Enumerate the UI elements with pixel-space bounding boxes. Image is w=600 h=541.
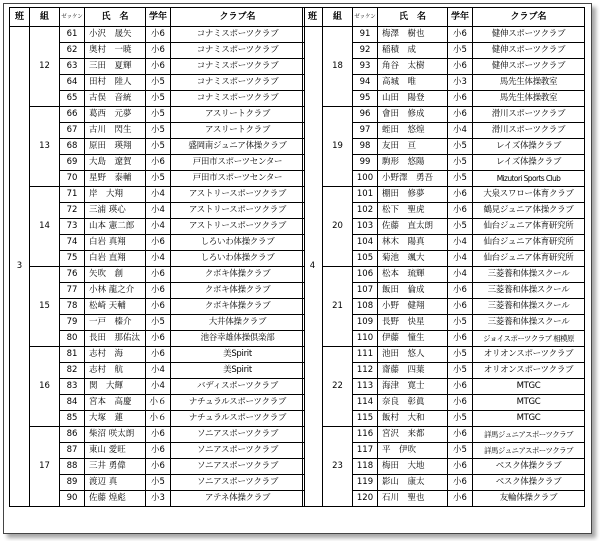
club-cell: コナミスポーツクラブ	[171, 91, 305, 107]
header-kumi: 組	[323, 8, 353, 27]
grade-cell: 小6	[146, 283, 171, 299]
name-cell: 友田 亘	[378, 139, 448, 155]
name-cell: 白岩 直翔	[85, 251, 146, 267]
name-cell: 三浦 瑛心	[85, 203, 146, 219]
zekken-cell: 94	[353, 75, 378, 91]
club-cell: 盛岡南ジュニア体操クラブ	[171, 139, 305, 155]
header-kumi: 組	[30, 8, 60, 27]
header-row	[10, 8, 305, 27]
grade-cell: 小4	[146, 187, 171, 203]
kumi-cell: 16	[30, 347, 60, 427]
name-cell: 石川 聖也	[378, 491, 448, 507]
zekken-cell: 95	[353, 91, 378, 107]
name-cell: 角谷 太樹	[378, 59, 448, 75]
zekken-cell: 96	[353, 107, 378, 123]
zekken-cell: 83	[60, 379, 85, 395]
zekken-cell: 112	[353, 363, 378, 379]
grade-cell: 小6	[146, 427, 171, 443]
club-cell: コナミスポーツクラブ	[171, 43, 305, 59]
name-cell: 一戸 榛介	[85, 315, 146, 331]
grade-cell: 小6	[146, 459, 171, 475]
grade-cell: 小5	[448, 363, 473, 379]
zekken-cell: 109	[353, 315, 378, 331]
kumi-cell: 20	[323, 187, 353, 267]
zekken-cell: 92	[353, 43, 378, 59]
grade-cell: 小4	[448, 267, 473, 283]
name-cell: 小林 龍之介	[85, 283, 146, 299]
zekken-cell: 97	[353, 123, 378, 139]
name-cell: 大塚 蓮	[85, 411, 146, 427]
roster-table-right	[302, 7, 585, 507]
name-cell: 奈良 彰眞	[378, 395, 448, 411]
club-cell: ジョイスポーツクラブ 相模原	[473, 331, 585, 347]
table-row	[10, 267, 305, 283]
kumi-cell: 21	[323, 267, 353, 347]
grade-cell: 小6	[146, 59, 171, 75]
club-cell: 馬先生体操教室	[473, 75, 585, 91]
club-cell: 三菱養和体操スクール	[473, 315, 585, 331]
club-cell: 大泉スワロー体育クラブ	[473, 187, 585, 203]
name-cell: 奥村 一暁	[85, 43, 146, 59]
name-cell: 山田 陽登	[378, 91, 448, 107]
zekken-cell: 90	[60, 491, 85, 507]
zekken-cell: 93	[353, 59, 378, 75]
han-cell: 3	[10, 27, 30, 507]
club-cell: 鶴見ジュニア体操クラブ	[473, 203, 585, 219]
zekken-cell: 81	[60, 347, 85, 363]
name-cell: 松本 琉輝	[378, 267, 448, 283]
grade-cell: 小5	[146, 107, 171, 123]
zekken-cell: 63	[60, 59, 85, 75]
club-cell: 三菱養和体操スクール	[473, 283, 585, 299]
zekken-cell: 84	[60, 395, 85, 411]
zekken-cell: 103	[353, 219, 378, 235]
club-cell: 戸田市スポーツセンター	[171, 155, 305, 171]
zekken-cell: 117	[353, 443, 378, 459]
club-cell: MTGC	[473, 379, 585, 395]
header-row	[303, 8, 585, 27]
grade-cell: 小4	[146, 363, 171, 379]
name-cell: 葛西 元夢	[85, 107, 146, 123]
grade-cell: 小5	[448, 171, 473, 187]
zekken-cell: 68	[60, 139, 85, 155]
club-cell: ナチュラルスポーツクラブ	[171, 411, 305, 427]
zekken-cell: 102	[353, 203, 378, 219]
table-row	[10, 27, 305, 43]
club-cell: バディスポーツクラブ	[171, 379, 305, 395]
zekken-cell: 108	[353, 299, 378, 315]
club-cell: Mizutori Sports Club	[473, 171, 585, 187]
club-cell: 滑川スポーツクラブ	[473, 123, 585, 139]
header-zekken: ゼッケン	[353, 8, 378, 27]
club-cell: オリオンスポーツクラブ	[473, 347, 585, 363]
zekken-cell: 89	[60, 475, 85, 491]
kumi-cell: 15	[30, 267, 60, 347]
club-cell: 友輪体操クラブ	[473, 491, 585, 507]
grade-cell: 小6	[146, 347, 171, 363]
kumi-cell: 22	[323, 347, 353, 427]
zekken-cell: 115	[353, 411, 378, 427]
zekken-cell: 64	[60, 75, 85, 91]
grade-cell: 小6	[146, 43, 171, 59]
header-name: 氏 名	[378, 8, 448, 27]
zekken-cell: 74	[60, 235, 85, 251]
grade-cell: 小６	[146, 395, 171, 411]
zekken-cell: 82	[60, 363, 85, 379]
name-cell: 宮沢 来都	[378, 427, 448, 443]
club-cell: 美Spirit	[171, 347, 305, 363]
name-cell: 三田 夏輝	[85, 59, 146, 75]
grade-cell: 小4	[448, 251, 473, 267]
club-cell: MTGC	[473, 411, 585, 427]
zekken-cell: 119	[353, 475, 378, 491]
name-cell: 東山 愛旺	[85, 443, 146, 459]
name-cell: 駒形 悠陽	[378, 155, 448, 171]
grade-cell: 小6	[448, 59, 473, 75]
grade-cell: 小6	[146, 267, 171, 283]
club-cell: 大井体操クラブ	[171, 315, 305, 331]
club-cell: クボキ体操クラブ	[171, 299, 305, 315]
grade-cell: 小4	[448, 123, 473, 139]
header-name: 氏 名	[85, 8, 146, 27]
name-cell: 佐藤 直太朗	[378, 219, 448, 235]
name-cell: 菊池 颯大	[378, 251, 448, 267]
club-cell: 戸田市スポーツセンター	[171, 171, 305, 187]
zekken-cell: 106	[353, 267, 378, 283]
table-row	[10, 187, 305, 203]
grade-cell: 小6	[448, 331, 473, 347]
grade-cell: 小6	[448, 91, 473, 107]
grade-cell: 小5	[448, 219, 473, 235]
grade-cell: 小6	[146, 443, 171, 459]
club-cell: コナミスポーツクラブ	[171, 59, 305, 75]
zekken-cell: 65	[60, 91, 85, 107]
zekken-cell: 116	[353, 427, 378, 443]
kumi-cell: 17	[30, 427, 60, 507]
grade-cell: 小3	[448, 75, 473, 91]
name-cell: 山本 憲二郎	[85, 219, 146, 235]
grade-cell: 小6	[146, 27, 171, 43]
table-row	[10, 427, 305, 443]
grade-cell: 小6	[448, 187, 473, 203]
name-cell: 梅田 大地	[378, 459, 448, 475]
grade-cell: 小4	[146, 379, 171, 395]
grade-cell: 小6	[146, 235, 171, 251]
name-cell: 関 大輝	[85, 379, 146, 395]
zekken-cell: 61	[60, 27, 85, 43]
club-cell: アストリースポーツクラブ	[171, 219, 305, 235]
name-cell: 平 伊吹	[378, 443, 448, 459]
name-cell: 三井 勇偉	[85, 459, 146, 475]
grade-cell: 小5	[146, 139, 171, 155]
club-cell: ソニアスポーツクラブ	[171, 427, 305, 443]
club-cell: アストリースポーツクラブ	[171, 187, 305, 203]
club-cell: 三菱養和体操スクール	[473, 267, 585, 283]
name-cell: 矢吹 創	[85, 267, 146, 283]
table-row	[303, 347, 585, 363]
zekken-cell: 98	[353, 139, 378, 155]
grade-cell: 小4	[146, 219, 171, 235]
zekken-cell: 76	[60, 267, 85, 283]
zekken-cell: 88	[60, 459, 85, 475]
zekken-cell: 80	[60, 331, 85, 347]
name-cell: 棚田 修夢	[378, 187, 448, 203]
name-cell: 伊藤 憧生	[378, 331, 448, 347]
grade-cell: 小6	[146, 331, 171, 347]
club-cell: 滑川スポーツクラブ	[473, 107, 585, 123]
grade-cell: 小6	[448, 107, 473, 123]
club-cell: アスリートクラブ	[171, 123, 305, 139]
grade-cell: 小4	[146, 203, 171, 219]
club-cell: ソニアスポーツクラブ	[171, 459, 305, 475]
name-cell: 渡辺 真	[85, 475, 146, 491]
zekken-cell: 118	[353, 459, 378, 475]
grade-cell: 小6	[448, 299, 473, 315]
name-cell: 蛭田 悠煌	[378, 123, 448, 139]
zekken-cell: 87	[60, 443, 85, 459]
zekken-cell: 77	[60, 283, 85, 299]
grade-cell: 小6	[448, 283, 473, 299]
kumi-cell: 12	[30, 27, 60, 107]
grade-cell: 小5	[448, 155, 473, 171]
name-cell: 星野 泰輔	[85, 171, 146, 187]
grade-cell: 小6	[448, 395, 473, 411]
table-row	[303, 107, 585, 123]
name-cell: 田村 陸人	[85, 75, 146, 91]
grade-cell: 小5	[448, 443, 473, 459]
name-cell: 飯田 倫成	[378, 283, 448, 299]
zekken-cell: 113	[353, 379, 378, 395]
name-cell: 志村 航	[85, 363, 146, 379]
grade-cell: 小3	[146, 491, 171, 507]
name-cell: 稲積 成	[378, 43, 448, 59]
name-cell: 影山 康太	[378, 475, 448, 491]
zekken-cell: 62	[60, 43, 85, 59]
name-cell: 梅澤 樹也	[378, 27, 448, 43]
club-cell: しろいわ体操クラブ	[171, 251, 305, 267]
zekken-cell: 66	[60, 107, 85, 123]
kumi-cell: 19	[323, 107, 353, 187]
zekken-cell: 120	[353, 491, 378, 507]
zekken-cell: 67	[60, 123, 85, 139]
zekken-cell: 70	[60, 171, 85, 187]
zekken-cell: 110	[353, 331, 378, 347]
club-cell: クボキ体操クラブ	[171, 283, 305, 299]
name-cell: 松崎 天輔	[85, 299, 146, 315]
club-cell: ソニアスポーツクラブ	[171, 443, 305, 459]
club-cell: ベスク体操クラブ	[473, 459, 585, 475]
name-cell: 高城 唯	[378, 75, 448, 91]
name-cell: 齋藤 四葉	[378, 363, 448, 379]
club-cell: 池谷幸雄体操倶楽部	[171, 331, 305, 347]
club-cell: MTGC	[473, 395, 585, 411]
name-cell: 長野 快星	[378, 315, 448, 331]
club-cell: 美Spirit	[171, 363, 305, 379]
grade-cell: 小6	[146, 155, 171, 171]
club-cell: 詳馬ジュニアスポーツクラブ	[473, 427, 585, 443]
kumi-cell: 13	[30, 107, 60, 187]
zekken-cell: 72	[60, 203, 85, 219]
name-cell: 古俣 音統	[85, 91, 146, 107]
name-cell: 林木 陽真	[378, 235, 448, 251]
zekken-cell: 69	[60, 155, 85, 171]
han-cell: 4	[303, 27, 323, 507]
name-cell: 池田 悠人	[378, 347, 448, 363]
club-cell: オリオンスポーツクラブ	[473, 363, 585, 379]
club-cell: 三菱養和体操スクール	[473, 299, 585, 315]
club-cell: 仙台ジュニア体育研究所	[473, 235, 585, 251]
club-cell: アテネ体操クラブ	[171, 491, 305, 507]
grade-cell: 小6	[448, 379, 473, 395]
name-cell: 松下 聖虎	[378, 203, 448, 219]
name-cell: 小野澤 勇吾	[378, 171, 448, 187]
grade-cell: 小5	[146, 171, 171, 187]
name-cell: 小野 健翔	[378, 299, 448, 315]
kumi-cell: 23	[323, 427, 353, 507]
grade-cell: 小6	[448, 427, 473, 443]
name-cell: 小沢 晟矢	[85, 27, 146, 43]
table-row	[303, 27, 585, 43]
grade-cell: 小6	[448, 203, 473, 219]
name-cell: 會田 修成	[378, 107, 448, 123]
grade-cell: 小6	[146, 299, 171, 315]
grade-cell: 小6	[448, 491, 473, 507]
club-cell: レイズ体操クラブ	[473, 139, 585, 155]
name-cell: 岸 大翔	[85, 187, 146, 203]
grade-cell: 小5	[146, 315, 171, 331]
zekken-cell: 100	[353, 171, 378, 187]
club-cell: 仙台ジュニア体育研究所	[473, 219, 585, 235]
grade-cell: 小６	[146, 411, 171, 427]
name-cell: 長田 那佑汰	[85, 331, 146, 347]
header-club: クラブ名	[473, 8, 585, 27]
zekken-cell: 99	[353, 155, 378, 171]
club-cell: コナミスポーツクラブ	[171, 27, 305, 43]
name-cell: 志村 海	[85, 347, 146, 363]
table-row	[10, 107, 305, 123]
club-cell: しろいわ体操クラブ	[171, 235, 305, 251]
table-row	[303, 427, 585, 443]
header-grade: 学年	[146, 8, 171, 27]
grade-cell: 小5	[146, 123, 171, 139]
club-cell: クボキ体操クラブ	[171, 267, 305, 283]
grade-cell: 小4	[146, 251, 171, 267]
grade-cell: 小4	[448, 235, 473, 251]
zekken-cell: 111	[353, 347, 378, 363]
name-cell: 柴沼 咲太朗	[85, 427, 146, 443]
zekken-cell: 78	[60, 299, 85, 315]
table-row	[10, 347, 305, 363]
grade-cell: 小5	[448, 347, 473, 363]
zekken-cell: 101	[353, 187, 378, 203]
club-cell: アスリートクラブ	[171, 107, 305, 123]
header-han: 班	[10, 8, 30, 27]
name-cell: 飯村 大和	[378, 411, 448, 427]
club-cell: 馬先生体操教室	[473, 91, 585, 107]
table-row	[303, 187, 585, 203]
zekken-cell: 86	[60, 427, 85, 443]
club-cell: 健伸スポーツクラブ	[473, 43, 585, 59]
grade-cell: 小5	[448, 139, 473, 155]
club-cell: 仙台ジュニア体育研究所	[473, 251, 585, 267]
club-cell: コナミスポーツクラブ	[171, 75, 305, 91]
zekken-cell: 104	[353, 235, 378, 251]
club-cell: ソニアスポーツクラブ	[171, 475, 305, 491]
header-han: 班	[303, 8, 323, 27]
name-cell: 大島 遼賀	[85, 155, 146, 171]
name-cell: 佐藤 煌彪	[85, 491, 146, 507]
zekken-cell: 91	[353, 27, 378, 43]
zekken-cell: 75	[60, 251, 85, 267]
zekken-cell: 107	[353, 283, 378, 299]
header-grade: 学年	[448, 8, 473, 27]
kumi-cell: 18	[323, 27, 353, 107]
header-zekken: ゼッケン	[60, 8, 85, 27]
grade-cell: 小5	[448, 411, 473, 427]
club-cell: 詳馬ジュニアスポーツクラブ	[473, 443, 585, 459]
grade-cell: 小6	[448, 459, 473, 475]
grade-cell: 小6	[448, 27, 473, 43]
zekken-cell: 114	[353, 395, 378, 411]
name-cell: 白岩 真翔	[85, 235, 146, 251]
club-cell: 健伸スポーツクラブ	[473, 59, 585, 75]
club-cell: 健伸スポーツクラブ	[473, 27, 585, 43]
grade-cell: 小5	[448, 43, 473, 59]
zekken-cell: 85	[60, 411, 85, 427]
zekken-cell: 105	[353, 251, 378, 267]
club-cell: ナチュラルスポーツクラブ	[171, 395, 305, 411]
name-cell: 海津 寛士	[378, 379, 448, 395]
name-cell: 古川 閃生	[85, 123, 146, 139]
name-cell: 原田 瑛翔	[85, 139, 146, 155]
name-cell: 宮本 高慶	[85, 395, 146, 411]
zekken-cell: 79	[60, 315, 85, 331]
zekken-cell: 71	[60, 187, 85, 203]
club-cell: アストリースポーツクラブ	[171, 203, 305, 219]
club-cell: レイズ体操クラブ	[473, 155, 585, 171]
grade-cell: 小5	[146, 91, 171, 107]
grade-cell: 小5	[448, 315, 473, 331]
header-club: クラブ名	[171, 8, 305, 27]
grade-cell: 小5	[146, 475, 171, 491]
grade-cell: 小5	[146, 75, 171, 91]
kumi-cell: 14	[30, 187, 60, 267]
club-cell: ベスク体操クラブ	[473, 475, 585, 491]
roster-table-left	[9, 7, 305, 507]
grade-cell: 小6	[448, 475, 473, 491]
table-row	[303, 267, 585, 283]
zekken-cell: 73	[60, 219, 85, 235]
